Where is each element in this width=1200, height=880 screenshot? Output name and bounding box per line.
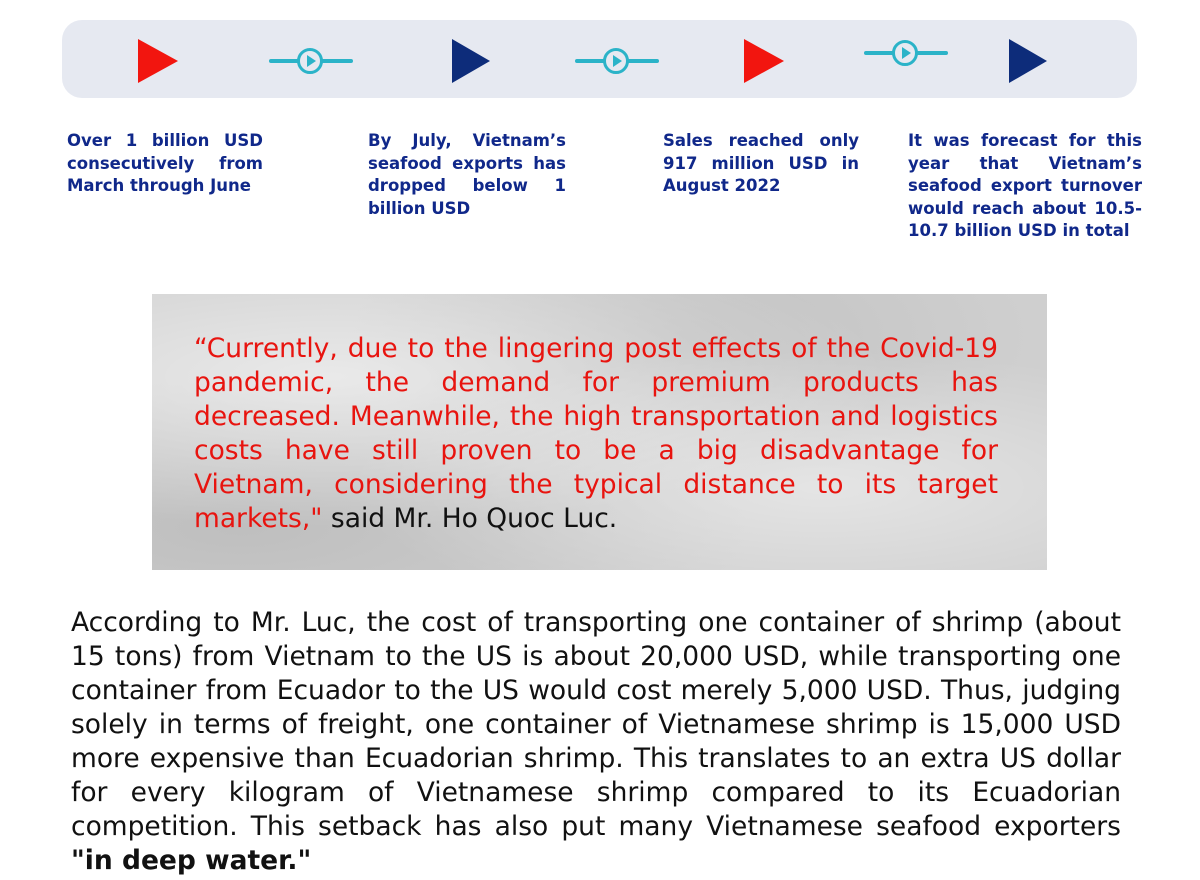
quote-box [152,294,1047,570]
body-text: According to Mr. Luc, the cost of transporting one container of shrimp (about 15 tons) from Vietnam to the US is about 20,000 USD, while transporting one container from Ecuador to the US would cost merely 5,000 USD. Thus, judging solely in terms of freight, one container of Vietnamese shrimp is 15,000 USD more expensive than Ecuadorian shrimp. This translates to an extra US dollar for every kilogram of Vietnamese shrimp compared to its Ecuadorian competition. This setback has also put many Vietnamese seafood exporters [71,607,1121,842]
slider-icon [864,40,948,66]
timeline-bar [62,20,1137,98]
play-red-icon [138,39,178,83]
milestone-text: By July, Vietnam’s seafood exports has dropped below 1 billion USD [368,131,566,218]
play-red-icon [744,39,784,83]
body-emphasis: "in deep water." [71,845,312,876]
body-paragraph [71,606,1121,878]
slider-icon [575,48,659,74]
quote-attribution: said Mr. Ho Quoc Luc. [322,503,618,534]
slider-icon [269,48,353,74]
play-navy-icon [452,39,490,83]
quote-text [194,332,998,536]
play-navy-icon [1009,39,1047,83]
milestone-text: Over 1 billion USD consecutively from March through June [67,131,263,195]
milestone-text: Sales reached only 917 million USD in August 2022 [663,131,859,195]
quote-body: “Currently, due to the lingering post effects of the Covid-19 pandemic, the demand for premium products has decreased. Meanwhile, the high transportation and logistics costs have still proven to be a big disadvantage for Vietnam, considering the typical distance to its target markets," [194,333,998,534]
milestone-text: It was forecast for this year that Vietnam’s seafood export turnover would reach about 10.5-10.7 billion USD in total [908,131,1142,240]
